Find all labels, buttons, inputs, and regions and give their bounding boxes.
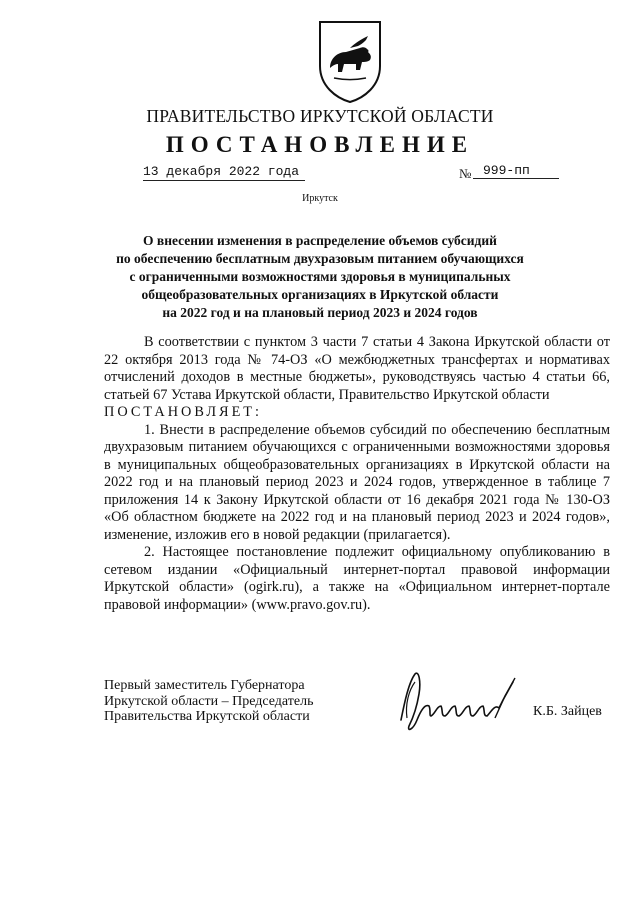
document-title bbox=[100, 232, 540, 322]
title-line: О внесении изменения в распределение объемов субсидий bbox=[143, 233, 497, 248]
document-body bbox=[104, 334, 610, 614]
signatory-name: К.Б. Зайцев bbox=[533, 704, 602, 719]
signatory-position bbox=[104, 678, 352, 725]
city: Иркутск bbox=[302, 193, 338, 204]
item-1-paragraph: 1. Внести в распределение объемов субсидий по обеспечению бесплатным двухразовым питанием обучающихся с ограниченными возможностями здоровья в муниципальных общеобразовательных организациях в Иркутской области на 2022 год и на плановый период 2023 и 2024 годов, утвержденное в таблице 7 приложения 14 к Закону Иркутской области от 16 декабря 2021 года № 130-ОЗ «Об областном бюджете на 2022 год и на плановый период 2023 и 2024 годов», изменение, изложив его в новой редакции (прилагается). bbox=[104, 421, 610, 543]
number-sign: № bbox=[459, 166, 472, 181]
title-line: по обеспечению бесплатным двухразовым питанием обучающихся bbox=[116, 251, 524, 266]
title-line: с ограниченными возможностями здоровья в муниципальных bbox=[129, 269, 511, 284]
position-line: Иркутской области – Председатель bbox=[104, 693, 314, 709]
intro-paragraph: В соответствии с пунктом 3 части 7 статьи 4 Закона Иркутской области от 22 октября 2013 года № 74-ОЗ «О межбюджетных трансфертах и нормативах отчислений доходов в местные бюджеты», руководствуясь частью 4 статьи 66, статьей 67 Устава Иркутской области, Правительство Иркутской области bbox=[104, 334, 610, 403]
document-number: 999-пп bbox=[473, 163, 559, 179]
item-2-paragraph: 2. Настоящее постановление подлежит официальному опубликованию в сетевом издании «Официальный интернет-портал правовой информации Иркутской области» (ogirk.ru), а также на «Официальном интернет-портале правовой информации» (www.pravo.gov.ru). bbox=[104, 544, 610, 613]
signature-icon bbox=[395, 660, 525, 740]
position-line: Правительства Иркутской области bbox=[104, 709, 310, 724]
government-name: ПРАВИТЕЛЬСТВО ИРКУТСКОЙ ОБЛАСТИ bbox=[146, 106, 494, 126]
title-line: на 2022 год и на плановый период 2023 и 2024 годов bbox=[162, 305, 478, 320]
document-date: 13 декабря 2022 года bbox=[143, 164, 305, 181]
resolve-heading: ПОСТАНОВЛЯЕТ: bbox=[104, 404, 263, 420]
title-line: общеобразовательных организациях в Иркутской области bbox=[141, 287, 499, 302]
document-type: ПОСТАНОВЛЕНИЕ bbox=[165, 132, 475, 157]
coat-of-arms-icon bbox=[316, 18, 384, 104]
position-line: Первый заместитель Губернатора bbox=[104, 678, 305, 693]
